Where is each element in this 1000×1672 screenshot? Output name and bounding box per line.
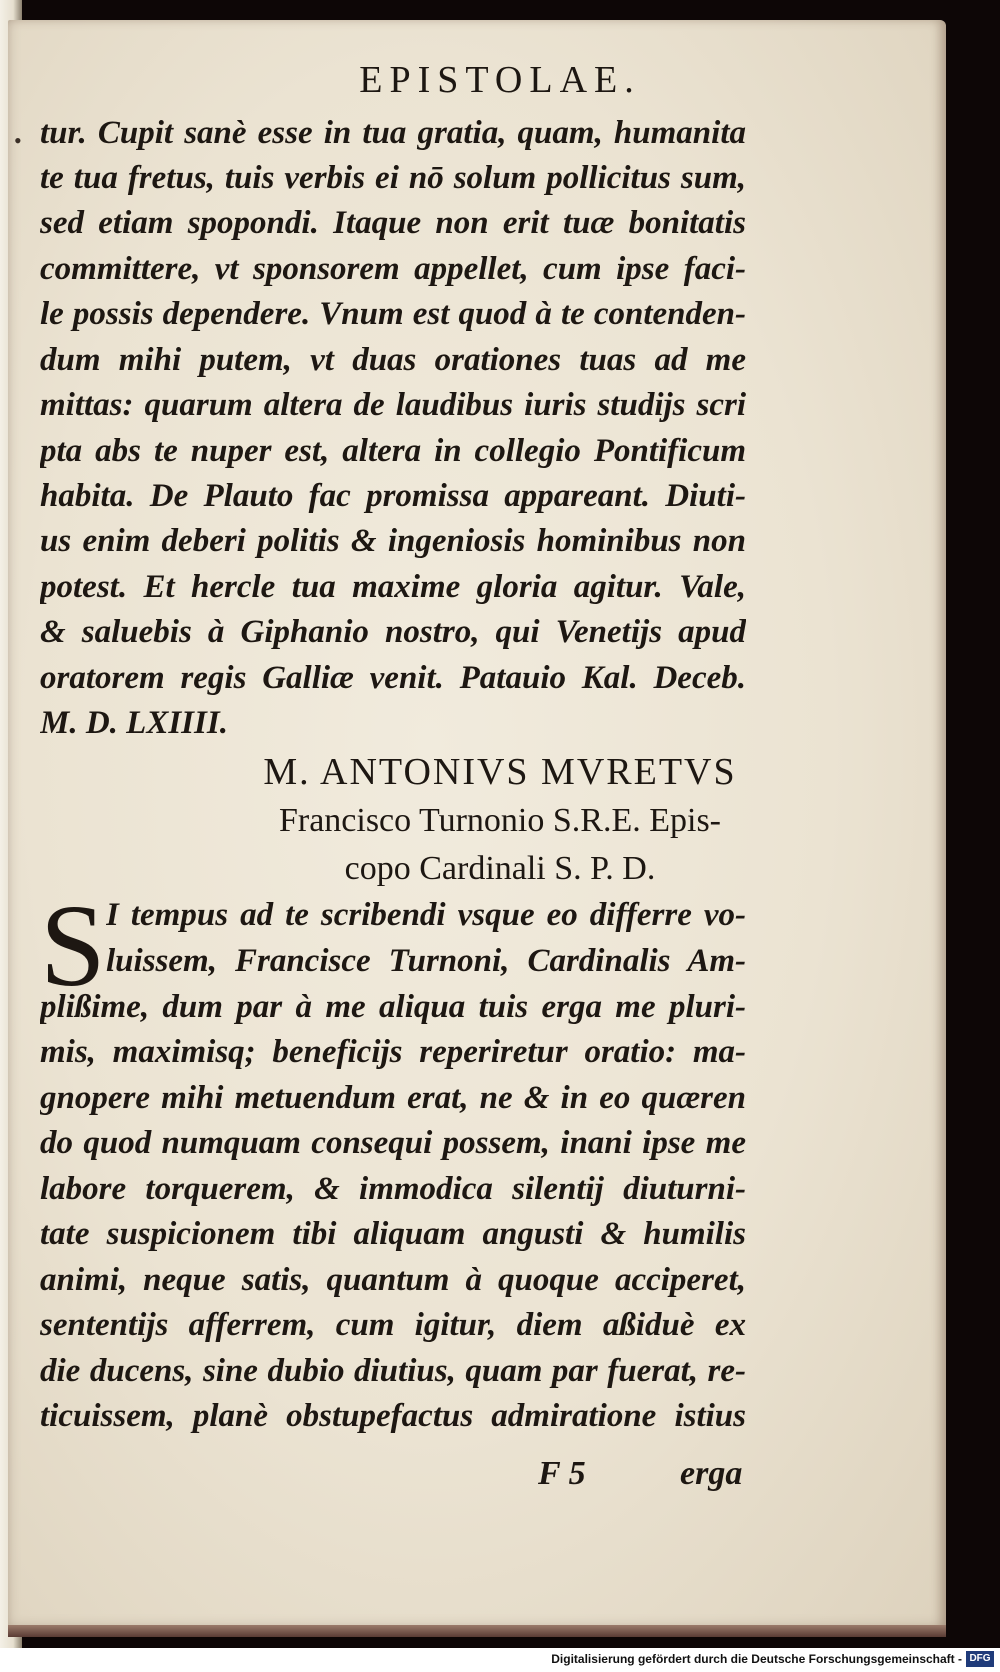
text-line: luissem, Francisce Turnoni, Cardinalis Am- (106, 943, 746, 979)
letter-heading-greeting: copo Cardinali S. P. D. (344, 850, 656, 887)
margin-mark: • (14, 128, 22, 153)
text-line: sed etiam spopondi. Itaque non erit tuæ bonitatis (40, 205, 746, 241)
text-line: I tempus ad te scribendi vsque eo differre vo- (106, 897, 746, 933)
text-line: animi, neque satis, quantum à quoque acciperet, (40, 1262, 746, 1298)
text-line: tur. Cupit sanè esse in tua gratia, quam, humanita (40, 115, 746, 151)
funding-credit: Digitalisierung gefördert durch die Deutsche Forschungsgemeinschaft - (551, 1652, 962, 1666)
text-line: die ducens, sine dubio diutius, quam par fuerat, re- (40, 1353, 746, 1389)
text-line: le possis dependere. Vnum est quod à te contenden- (40, 296, 746, 332)
running-head: EPISTOLAE. (359, 59, 641, 101)
text-line: habita. De Plauto fac promissa appareant. Diuti- (40, 478, 746, 514)
text-line: us enim deberi politis & ingeniosis hominibus non (40, 523, 746, 559)
text-line: do quod numquam consequi possem, inani ipse me (40, 1125, 746, 1161)
text-line: plißime, dum par à me aliqua tuis erga me pluri- (40, 989, 746, 1025)
text-line: mis, maximisq; beneficijs reperiretur oratio: ma- (40, 1034, 746, 1070)
dfg-logo: DFG (966, 1651, 994, 1667)
text-line: labore torquerem, & immodica silentij diuturni- (40, 1171, 746, 1207)
text-line: oratorem regis Galliæ venit. Patauio Kal. Deceb. (40, 660, 746, 696)
text-line: dum mihi putem, vt duas orationes tuas ad me (40, 342, 746, 378)
signature-mark: F 5 (538, 1455, 586, 1492)
date-line: M. D. LXIIII. (40, 705, 228, 741)
drop-capital: S (40, 880, 106, 1011)
text-line: mittas: quarum altera de laudibus iuris studijs scri (40, 387, 746, 423)
letter-heading-recipient: Francisco Turnonio S.R.E. Epis- (278, 802, 722, 839)
text-line: sententijs afferrem, cum igitur, diem aßiduè ex (40, 1307, 746, 1343)
text-line: ticuissem, planè obstupefactus admiratione istius (40, 1398, 746, 1434)
text-line: pta abs te nuper est, altera in collegio Pontificum (40, 433, 746, 469)
text-line: te tua fretus, tuis verbis ei nō solum pollicitus sum, (40, 160, 746, 196)
text-line: committere, vt sponsorem appellet, cum ipse faci- (40, 251, 746, 287)
text-line: & saluebis à Giphanio nostro, qui Venetijs apud (40, 614, 746, 650)
text-line: potest. Et hercle tua maxime gloria agitur. Vale, (40, 569, 746, 605)
page-bottom-edge (8, 1625, 946, 1637)
text-line: tate suspicionem tibi aliquam angusti & humilis (40, 1216, 746, 1252)
catchword: erga (680, 1455, 743, 1492)
text-line: gnopere mihi metuendum erat, ne & in eo quæren (40, 1080, 746, 1116)
letter-heading-author: M. ANTONIVS MVRETVS (263, 751, 737, 793)
